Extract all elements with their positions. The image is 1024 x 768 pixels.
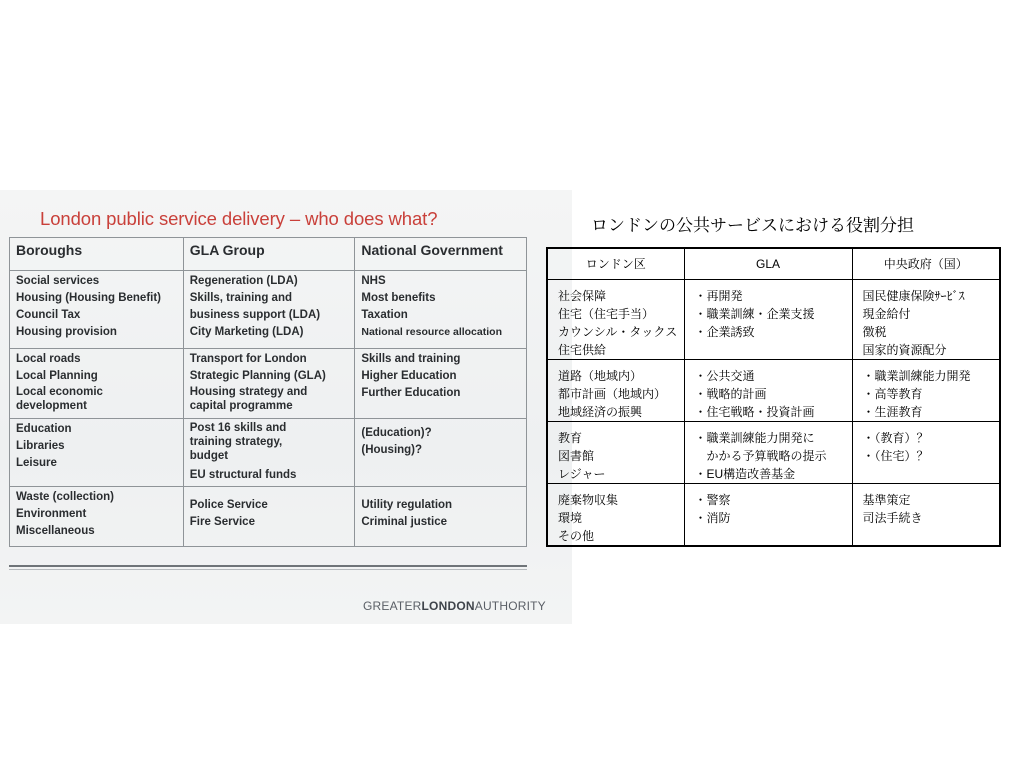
table-row [547, 280, 1000, 360]
cell-line: ・（住宅）？ [862, 449, 929, 463]
cell-line: City Marketing (LDA) [189, 326, 304, 338]
slide-table-header-row [10, 238, 527, 271]
header-national-government: National Government [355, 238, 527, 271]
table-row [10, 349, 527, 419]
cell-line: Strategic Planning (GLA) [189, 370, 326, 382]
table-cell [10, 487, 184, 547]
table-cell [852, 422, 1000, 484]
jp-header-gla: GLA [684, 248, 852, 280]
table-row [547, 360, 1000, 422]
cell-line: かかる予算戦略の提示 [694, 449, 827, 463]
cell-line: Further Education [361, 387, 461, 399]
cell-line: Waste (collection) [16, 491, 114, 503]
cell-line: 地域経済の振興 [558, 405, 643, 419]
table-row [547, 422, 1000, 484]
jp-header-central-government: 中央政府（国） [852, 248, 1000, 280]
divider [9, 569, 527, 570]
cell-line: Social services [16, 275, 100, 287]
cell-line: Skills, training and [189, 292, 292, 304]
table-cell [852, 360, 1000, 422]
cell-line: Criminal justice [361, 516, 447, 528]
table-cell [183, 419, 355, 487]
cell-line: capital programme [189, 400, 293, 412]
cell-line: EU structural funds [189, 469, 297, 481]
cell-line: Local roads [16, 353, 81, 365]
cell-line: 現金給付 [862, 307, 911, 321]
cell-line: ・戦略的計画 [694, 387, 767, 401]
cell-line: カウンシル・タックス [558, 325, 678, 339]
cell-line: 徴税 [862, 325, 887, 339]
cell-line: ・高等教育 [862, 387, 923, 401]
cell-line: Taxation [361, 309, 408, 321]
cell-line: Council Tax [16, 309, 81, 321]
cell-line: Libraries [16, 440, 65, 452]
cell-line: ・職業訓練能力開発に [694, 431, 815, 445]
cell-line: 廃棄物収集 [558, 493, 619, 507]
cell-line: ・（教育）？ [862, 431, 929, 445]
slide-table [9, 237, 527, 547]
table-cell [10, 349, 184, 419]
cell-line: Fire Service [189, 516, 255, 528]
cell-line: Housing (Housing Benefit) [16, 292, 162, 304]
logo-part: GREATER [363, 599, 422, 613]
cell-line: 道路（地域内） [558, 369, 643, 383]
cell-line: その他 [558, 529, 595, 543]
cell-line: ・生涯教育 [862, 405, 923, 419]
jp-header-boroughs: ロンドン区 [547, 248, 684, 280]
table-cell [547, 422, 684, 484]
table-cell [10, 419, 184, 487]
cell-line: レジャー [558, 467, 606, 481]
divider [9, 565, 527, 567]
table-cell [547, 360, 684, 422]
table-cell [852, 280, 1000, 360]
cell-line: 国家的資源配分 [862, 343, 947, 357]
table-cell [355, 271, 527, 349]
table-cell [684, 360, 852, 422]
slide-title: London public service delivery – who does what? [40, 208, 438, 229]
cell-line: Transport for London [189, 353, 307, 365]
cell-line: Education [16, 423, 72, 435]
jp-title: ロンドンの公共サービスにおける役割分担 [591, 216, 914, 235]
cell-line: Local Planning [16, 370, 98, 382]
table-cell [183, 349, 355, 419]
jp-header-row [547, 248, 1000, 280]
cell-line: development [16, 400, 87, 412]
header-gla-group: GLA Group [183, 238, 355, 271]
table-cell [355, 487, 527, 547]
cell-line: 環境 [558, 511, 583, 525]
cell-line: ・警察 [694, 493, 731, 507]
cell-line: ・EU構造改善基金 [694, 467, 796, 481]
table-row [547, 484, 1000, 547]
cell-line: ・企業誘致 [694, 325, 755, 339]
cell-line: Regeneration (LDA) [189, 275, 298, 287]
cell-line: budget [189, 450, 229, 462]
logo-part: AUTHORITY [474, 599, 546, 613]
table-cell [10, 271, 184, 349]
cell-line: Housing provision [16, 326, 117, 338]
cell-line: NHS [361, 275, 386, 287]
cell-line: ・職業訓練能力開発 [862, 369, 971, 383]
cell-line: ・消防 [694, 511, 731, 525]
cell-line: Environment [16, 508, 87, 520]
table-cell [547, 280, 684, 360]
cell-line: 住宅（住宅手当） [558, 307, 655, 321]
cell-line: 司法手続き [862, 511, 923, 525]
cell-line: Utility regulation [361, 499, 453, 511]
gla-logo [363, 599, 546, 613]
cell-line: ・住宅戦略・投資計画 [694, 405, 815, 419]
cell-line: Leisure [16, 457, 57, 469]
cell-line: Skills and training [361, 353, 461, 365]
jp-table [546, 247, 1001, 547]
table-cell [684, 422, 852, 484]
cell-line: 国民健康保険ｻｰﾋﾞｽ [862, 289, 965, 303]
cell-line: 図書館 [558, 449, 595, 463]
cell-line: Post 16 skills and [189, 422, 287, 434]
table-cell [547, 484, 684, 547]
cell-line: Higher Education [361, 370, 457, 382]
cell-line: 社会保障 [558, 289, 607, 303]
cell-line: ・公共交通 [694, 369, 755, 383]
table-cell [355, 349, 527, 419]
table-cell [355, 419, 527, 487]
scanned-slide [0, 190, 572, 624]
cell-line: Police Service [189, 499, 268, 511]
table-row [10, 271, 527, 349]
table-row [10, 419, 527, 487]
cell-line: National resource allocation [361, 326, 502, 338]
cell-line: Local economic [16, 386, 103, 398]
cell-line: Most benefits [361, 292, 436, 304]
logo-part: LONDON [421, 599, 475, 613]
cell-line: training strategy, [189, 436, 283, 448]
cell-line: 教育 [558, 431, 583, 445]
table-cell [852, 484, 1000, 547]
cell-line: (Housing)? [361, 444, 423, 456]
cell-line: ・職業訓練・企業支援 [694, 307, 815, 321]
cell-line: (Education)? [361, 427, 432, 439]
table-cell [183, 487, 355, 547]
cell-line: 都市計画（地域内） [558, 387, 667, 401]
table-cell [684, 280, 852, 360]
table-cell [684, 484, 852, 547]
cell-line: ・再開発 [694, 289, 743, 303]
table-cell [183, 271, 355, 349]
cell-line: Housing strategy and [189, 386, 308, 398]
table-row [10, 487, 527, 547]
cell-line: 住宅供給 [558, 343, 607, 357]
header-boroughs: Boroughs [10, 238, 184, 271]
cell-line: business support (LDA) [189, 309, 321, 321]
cell-line: Miscellaneous [16, 525, 95, 537]
cell-line: 基準策定 [862, 493, 911, 507]
